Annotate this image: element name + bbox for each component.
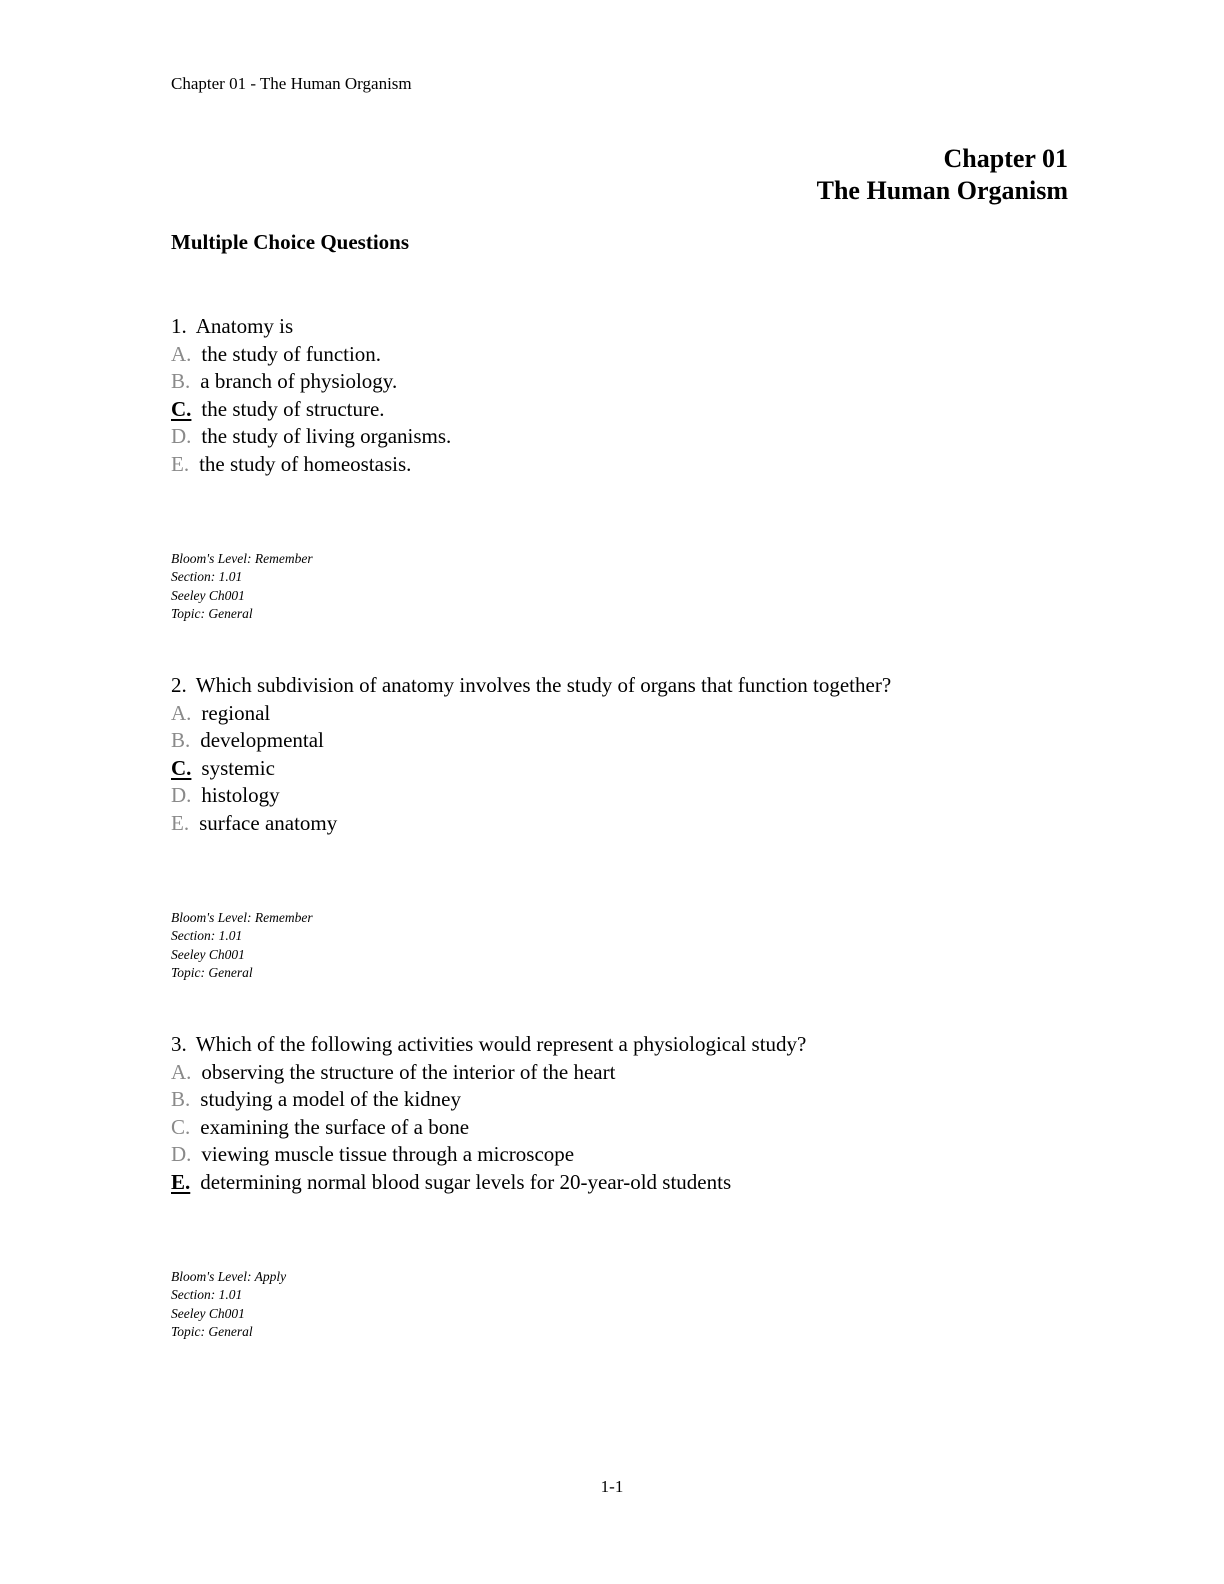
choice-letter: D. [171, 1142, 192, 1166]
choice-e [171, 451, 1071, 479]
choice-letter: B. [171, 369, 191, 393]
question-text: Anatomy is [195, 314, 294, 338]
source-ref: Seeley Ch001 [171, 587, 245, 603]
blooms-level: Bloom's Level: Apply [171, 1269, 287, 1284]
chapter-number: Chapter 01 [943, 144, 1068, 173]
choice-letter: C. [171, 396, 192, 421]
question-text: Which of the following activities would represent a physiological study? [195, 1032, 807, 1056]
choice-text: studying a model of the kidney [200, 1087, 461, 1111]
choice-letter: A. [171, 700, 192, 725]
choice-letter: D. [171, 783, 192, 807]
choice-c [171, 1114, 1071, 1142]
section-heading: Multiple Choice Questions [171, 230, 410, 254]
choice-d [171, 423, 1071, 451]
topic: Topic: General [171, 605, 253, 621]
running-header: Chapter 01 - The Human Organism [171, 74, 412, 93]
choice-b [171, 368, 1071, 396]
choice-e-correct [171, 1169, 1071, 1197]
choice-letter: B. [171, 728, 191, 752]
chapter-name: The Human Organism [816, 176, 1068, 205]
choice-c-correct [171, 755, 1071, 783]
choice-letter: C. [171, 755, 192, 780]
choice-letter: C. [171, 1114, 191, 1139]
choice-text: viewing muscle tissue through a microscope [201, 1142, 575, 1166]
question-2 [171, 672, 1071, 837]
choice-text: systemic [201, 755, 275, 780]
choice-letter: A. [171, 1059, 192, 1084]
choice-text: the study of function. [201, 341, 382, 366]
question-3 [171, 1031, 1071, 1196]
section-ref: Section: 1.01 [171, 1287, 243, 1303]
choice-letter: A. [171, 341, 192, 366]
choice-text: examining the surface of a bone [200, 1114, 470, 1139]
question-1-metadata [171, 550, 313, 623]
choice-b [171, 727, 1071, 755]
choice-a [171, 1059, 1071, 1087]
question-stem [171, 672, 1071, 700]
question-number: 1. [171, 314, 187, 338]
choice-text: determining normal blood sugar levels for 20-year-old students [200, 1169, 732, 1194]
question-2-metadata [171, 909, 313, 982]
blooms-level: Bloom's Level: Remember [171, 551, 313, 566]
choice-b [171, 1086, 1071, 1114]
choice-text: a branch of physiology. [200, 369, 398, 393]
choice-letter: B. [171, 1087, 191, 1111]
page-number: 1-1 [600, 1477, 624, 1496]
section-ref: Section: 1.01 [171, 569, 243, 585]
chapter-title [817, 143, 1068, 207]
blooms-level: Bloom's Level: Remember [171, 910, 313, 925]
choice-letter: E. [171, 810, 190, 835]
choice-e [171, 810, 1071, 838]
choice-letter: E. [171, 1169, 191, 1194]
choice-d [171, 782, 1071, 810]
choice-letter: E. [171, 451, 190, 476]
source-ref: Seeley Ch001 [171, 1305, 245, 1321]
question-3-metadata [171, 1268, 286, 1341]
source-ref: Seeley Ch001 [171, 946, 245, 962]
section-ref: Section: 1.01 [171, 928, 243, 944]
choice-text: the study of structure. [201, 396, 385, 421]
choice-text: the study of homeostasis. [199, 451, 412, 476]
question-stem [171, 1031, 1071, 1059]
choice-d [171, 1141, 1071, 1169]
choice-letter: D. [171, 424, 192, 448]
choice-a [171, 341, 1071, 369]
choice-text: histology [201, 783, 280, 807]
choice-text: developmental [200, 728, 324, 752]
question-stem [171, 313, 1071, 341]
question-number: 2. [171, 673, 187, 697]
choice-text: observing the structure of the interior of the heart [201, 1059, 616, 1084]
question-text: Which subdivision of anatomy involves the study of organs that function together? [195, 673, 892, 697]
choice-text: regional [201, 700, 271, 725]
question-number: 3. [171, 1032, 187, 1056]
question-1 [171, 313, 1071, 478]
topic: Topic: General [171, 964, 253, 980]
topic: Topic: General [171, 1323, 253, 1339]
choice-text: surface anatomy [199, 810, 338, 835]
choice-c-correct [171, 396, 1071, 424]
choice-text: the study of living organisms. [201, 424, 452, 448]
choice-a [171, 700, 1071, 728]
